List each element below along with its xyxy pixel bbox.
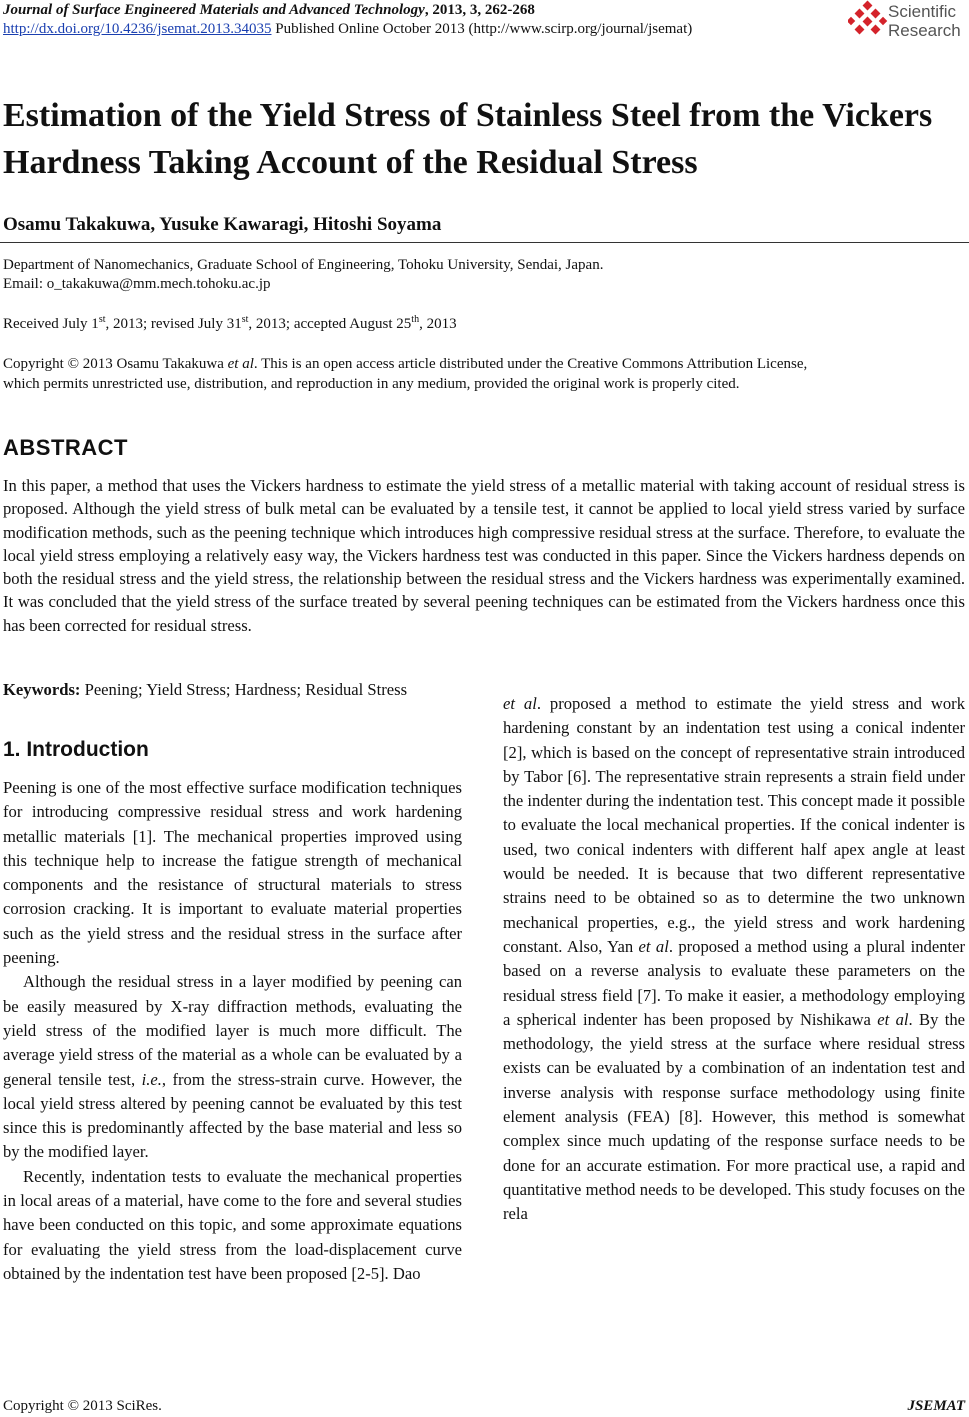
paragraph-text: , from the stress-strain curve. However, the local yield stress altered by peening cannot be evaluated by this test since this is predominantly affected by the base material and less so by the modified layer. <box>3 1069 463 1162</box>
scientific-research-logo <box>848 0 969 44</box>
paragraph-text: . By the methodology, the yield stress at the surface where residual stress exists can be evaluated by a combination of an indentation test and inverse analysis with response surface methodology using finite element analysis (FEA) [8]. However, this method is somewhat complex since much updating of the response surface needs to be done for an accurate estimation. For more practical use, a rapid and quantitative method needs to be developed. This study focuses on the rela <box>503 1009 966 1224</box>
keywords-list: Peening; Yield Stress; Hardness; Residual Stress <box>80 680 408 699</box>
accepted-part: , 2013; accepted August 25 <box>248 316 412 332</box>
received-part: Received July 1 <box>3 316 99 332</box>
logo-diamonds-icon <box>848 0 888 40</box>
paragraph <box>503 692 965 1227</box>
section-heading: 1. Introduction <box>3 738 149 761</box>
logo-text <box>888 2 961 40</box>
right-column <box>503 692 965 1227</box>
journal-name: Journal of Surface Engineered Materials and Advanced Technology <box>3 2 425 18</box>
paragraph-text: . proposed a method using a plural indenter based on a reverse analysis to evaluate these parameters on the residual stress field [7]. To make it easier, a methodology employing a spherical indenter has been proposed by Nishikawa <box>503 936 965 1029</box>
email: Email: o_takakuwa@mm.mech.tohoku.ac.jp <box>3 276 271 292</box>
year-part: , 2013 <box>419 316 457 332</box>
authors: Osamu Takakuwa, Yusuke Kawaragi, Hitoshi Soyama <box>3 214 442 235</box>
received-dates <box>3 316 457 333</box>
paragraph: Peening is one of the most effective surface modification techniques for introducing compressive residual stress and work hardening metallic materials [1]. The mechanical properties improved using this technique help to increase the fatigue strength of mechanical components and the resistance of structural materials to stress corrosion cracking. It is important to evaluate material properties such as the yield stress and the residual stress in the surface after peening. <box>3 778 462 968</box>
published-info: Published Online October 2013 (http://www.scirp.org/journal/jsemat) <box>271 21 693 37</box>
journal-volume: , 2013, 3, 262-268 <box>424 2 535 18</box>
etal: et al <box>638 936 669 956</box>
journal-citation <box>3 2 535 19</box>
copyright-line-1 <box>3 356 807 373</box>
left-column <box>3 776 462 1286</box>
revised-sup: st <box>241 314 249 325</box>
paragraph-text: . proposed a method to estimate the yield stress and work hardening constant by an indentation test using a conical indenter [2], which is based on the concept of representative strain introduced by Tabor [6]. The representative strain represents a strain field under the indenter during the indentation test. This concept made it possible to evaluate the local mechanical properties. If the conical indenter is used, two conical indenters with different half apex angle at least would be needed. It is because that two different representative strains need to be obtained so as to determine the two unknown mechanical properties, e.g., the yield stress and work hardening constant. Also, Yan <box>503 694 965 956</box>
copyright-line-2: which permits unrestricted use, distribution, and reproduction in any medium, provided the original work is properly cited. <box>3 376 740 392</box>
paragraph-text: Although the residual stress in a layer modified by peening can be easily measured by X-ray diffraction methods, evaluating the yield stress of the modified layer is much more difficult. The average yield stress of the material as a whole can be evaluated by a general tensile test, <box>3 972 462 1089</box>
copyright-text: Copyright © 2013 Osamu Takakuwa <box>3 356 228 372</box>
copyright-etal: et al <box>227 356 254 372</box>
ie-abbrev: i.e. <box>141 1069 162 1089</box>
logo-line-2: Research <box>888 21 961 40</box>
abstract-text: In this paper, a method that uses the Vickers hardness to estimate the yield stress of a metallic material with taking account of residual stress is proposed. Although the yield stress of bulk metal can be evaluated by a tensile test, it cannot be applied to local yield stress varied by surface modification methods, such as the peening technique which introduces high compressive residual stress at the surface. Therefore, to evaluate the local yield stress employing a relatively easy way, the Vickers hardness test was conducted in this paper. Since the Vickers hardness depends on both the residual stress and the yield stress, the relationship between the residual stress and the Vickers hardness was experimentally examined. It was concluded that the yield stress of the surface treated by several peening techniques can be estimated from the Vickers hardness once this has been corrected for residual stress. <box>3 476 965 635</box>
paragraph <box>3 970 462 1164</box>
paragraph: Recently, indentation tests to evaluate the mechanical properties in local areas of a material, have come to the fore and several studies have been conducted on this topic, and some approximate equations for evaluating the yield stress from the load-displacement curve obtained by the indentation test have been proposed [2-5]. Dao <box>3 1166 462 1283</box>
paper-title: Estimation of the Yield Stress of Stainless Steel from the Vickers Hardness Taking Account of the Residual Stress <box>3 97 933 181</box>
doi-line <box>3 21 692 38</box>
logo-line-1: Scientific <box>888 2 957 21</box>
etal: et al <box>877 1009 909 1029</box>
abstract-heading: ABSTRACT <box>3 435 128 460</box>
affiliation: Department of Nanomechanics, Graduate School of Engineering, Tohoku University, Sendai, Japan. <box>3 257 604 273</box>
accepted-sup: th <box>411 314 420 325</box>
title-divider <box>0 242 969 243</box>
etal: et al <box>503 694 537 713</box>
revised-part: , 2013; revised July 31 <box>105 316 242 332</box>
keywords <box>3 680 407 700</box>
received-sup: st <box>98 314 106 325</box>
footer-copyright: Copyright © 2013 SciRes. <box>3 1398 162 1414</box>
doi-link[interactable]: http://dx.doi.org/10.4236/jsemat.2013.34035 <box>3 21 272 37</box>
keywords-label: Keywords: <box>3 680 81 699</box>
copyright-license: . This is an open access article distributed under the Creative Commons Attribution License, <box>253 356 808 372</box>
footer-journal: JSEMAT <box>907 1398 965 1414</box>
